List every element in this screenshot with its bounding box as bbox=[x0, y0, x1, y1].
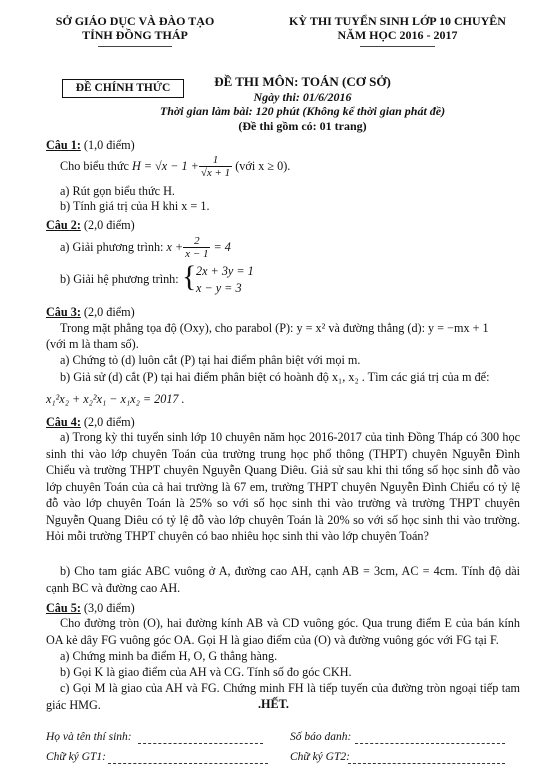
q2-equation bbox=[60, 231, 231, 263]
end-marker: .HẾT. bbox=[258, 697, 289, 711]
q1-frac-den: √x + 1 bbox=[200, 166, 231, 179]
q3-part-a: a) Chứng tỏ (d) luôn cắt (P) tại hai điểm phân biệt với mọi m. bbox=[60, 353, 361, 367]
q5-part-b: b) Gọi K là giao điểm của AH và CG. Tính số đo góc CKH. bbox=[60, 665, 352, 679]
q4-part-a: a) Trong kỳ thi tuyển sinh lớp 10 chuyên năm học 2016-2017 của tỉnh Đồng Tháp có 300 học sinh thi vào lớp chuyên Toán của trường trung học phổ thông (THPT) chuyên Nguyễn Đình Chiểu và trường THPT chuyên Nguyễn Quang Diêu. Giả sử sau khi thi tổng số học sinh đỗ vào lớp chuyên Toán của cả hai trường là 67 em, trường THPT chuyên Nguyễn Đình Chiểu có tỷ lệ đỗ vào lớp chuyên Toán là 25% so với số học sinh thi vào trường và trường THPT chuyên Nguyễn Quang Diêu có tỷ lệ đỗ vào lớp chuyên Toán là 20% so với số học sinh thi vào trường. Hỏi mỗi trường THPT chuyên có bao nhiêu học sinh thi vào lớp chuyên Toán? bbox=[46, 430, 520, 543]
q1-part-b: b) Tính giá trị của H khi x = 1. bbox=[60, 199, 210, 213]
q1-expr-left: H = √x − 1 + bbox=[131, 159, 199, 173]
header-left-rule bbox=[98, 46, 172, 47]
exam-pages: (Đề thi gồm có: 01 trang) bbox=[238, 119, 367, 133]
q5-points: (3,0 điểm) bbox=[80, 601, 135, 615]
q2-system-eq2: x − y = 3 bbox=[196, 281, 242, 295]
q2-a-rhs: = 4 bbox=[213, 240, 231, 254]
q2-points: (2,0 điểm) bbox=[80, 218, 135, 232]
q1-points: (1,0 điểm) bbox=[80, 138, 135, 152]
q2-fraction bbox=[183, 235, 210, 260]
q5-heading bbox=[46, 600, 135, 616]
exam-subject: ĐỀ THI MÔN: TOÁN (CƠ SỞ) bbox=[214, 74, 391, 89]
system-brace-icon: { bbox=[182, 260, 197, 293]
q2-title: Câu 2: bbox=[46, 218, 81, 232]
q2-b-label: b) Giải hệ phương trình: bbox=[60, 272, 179, 286]
q3-equation: x₁²x₂ + x₂²x₁ − x₁x₂ = 2017 . bbox=[46, 392, 185, 406]
q1-fraction bbox=[199, 154, 232, 179]
q4-title: Câu 4: bbox=[46, 415, 81, 429]
q2-a-lhs: x + bbox=[166, 240, 184, 254]
header-right-rule bbox=[360, 46, 435, 47]
q1-intro: Cho biểu thức bbox=[60, 159, 129, 173]
invigilator1-signature-label: Chữ ký GT1: bbox=[46, 751, 106, 763]
q3-points: (2,0 điểm) bbox=[80, 305, 135, 319]
invigilator1-signature-field[interactable] bbox=[108, 763, 268, 764]
province-name: TỈNH ĐỒNG THÁP bbox=[82, 28, 188, 42]
q1-part-a: a) Rút gọn biểu thức H. bbox=[60, 184, 175, 198]
q1-expression bbox=[60, 151, 290, 181]
q2-system-eq1: 2x + 3y = 1 bbox=[196, 264, 254, 278]
q4-points: (2,0 điểm) bbox=[80, 415, 135, 429]
q3-heading bbox=[46, 304, 135, 320]
candidate-number-label: Số báo danh: bbox=[290, 731, 352, 743]
q5-intro: Cho đường tròn (O), hai đường kính AB và CD vuông góc. Qua trung điểm E của bán kính OA kẻ dây FG vuông góc OA. Gọi H là giao điểm của (O) và đường vuông góc với FG tại F. bbox=[46, 616, 520, 647]
q4-part-b: b) Cho tam giác ABC vuông ở A, đường cao AH, cạnh AB = 3cm, AC = 4cm. Tính độ dài cạnh BC và đường cao AH. bbox=[46, 564, 520, 595]
school-year: NĂM HỌC 2016 - 2017 bbox=[337, 28, 458, 42]
exam-duration: Thời gian làm bài: 120 phút (Không kể thời gian phát đề) bbox=[159, 104, 446, 118]
department-name: SỞ GIÁO DỤC VÀ ĐÀO TẠO bbox=[55, 14, 215, 28]
q1-title: Câu 1: bbox=[46, 138, 81, 152]
q2-frac-den: x − 1 bbox=[185, 247, 209, 260]
q3-title: Câu 3: bbox=[46, 305, 81, 319]
q1-frac-num: 1 bbox=[199, 154, 232, 167]
invigilator2-signature-label: Chữ ký GT2: bbox=[290, 751, 350, 763]
candidate-name-field[interactable] bbox=[138, 743, 263, 744]
q1-condition: (với x ≥ 0). bbox=[235, 159, 291, 173]
candidate-number-field[interactable] bbox=[355, 743, 505, 744]
q2-frac-num: 2 bbox=[183, 235, 210, 248]
q4-heading bbox=[46, 414, 135, 430]
q5-title: Câu 5: bbox=[46, 601, 81, 615]
q3-line2: (với m là tham số). bbox=[46, 337, 139, 351]
q3-line1: Trong mặt phẳng tọa độ (Oxy), cho parabol (P): y = x² và đường thẳng (d): y = −mx + 1 bbox=[60, 321, 489, 335]
q5-part-a: a) Chứng minh ba điểm H, O, G thẳng hàng. bbox=[60, 649, 278, 663]
q5-part-c: c) Gọi M là giao của AH và FG. Chứng minh FH là tiếp tuyến của đường tròn ngoại tiếp tam giác HMG. bbox=[46, 681, 520, 712]
exam-date: Ngày thi: 01/6/2016 bbox=[253, 90, 352, 104]
official-badge: ĐỀ CHÍNH THỨC bbox=[62, 79, 184, 98]
q3-part-b: b) Giả sử (d) cắt (P) tại hai điểm phân biệt có hoành độ x₁, x₂ . Tìm các giá trị của m để: bbox=[60, 370, 490, 384]
q2-a-label: a) Giải phương trình: bbox=[60, 240, 164, 254]
invigilator2-signature-field[interactable] bbox=[348, 763, 505, 764]
candidate-name-label: Họ và tên thí sinh: bbox=[46, 731, 132, 743]
exam-title: KỲ THI TUYỂN SINH LỚP 10 CHUYÊN bbox=[289, 14, 506, 28]
